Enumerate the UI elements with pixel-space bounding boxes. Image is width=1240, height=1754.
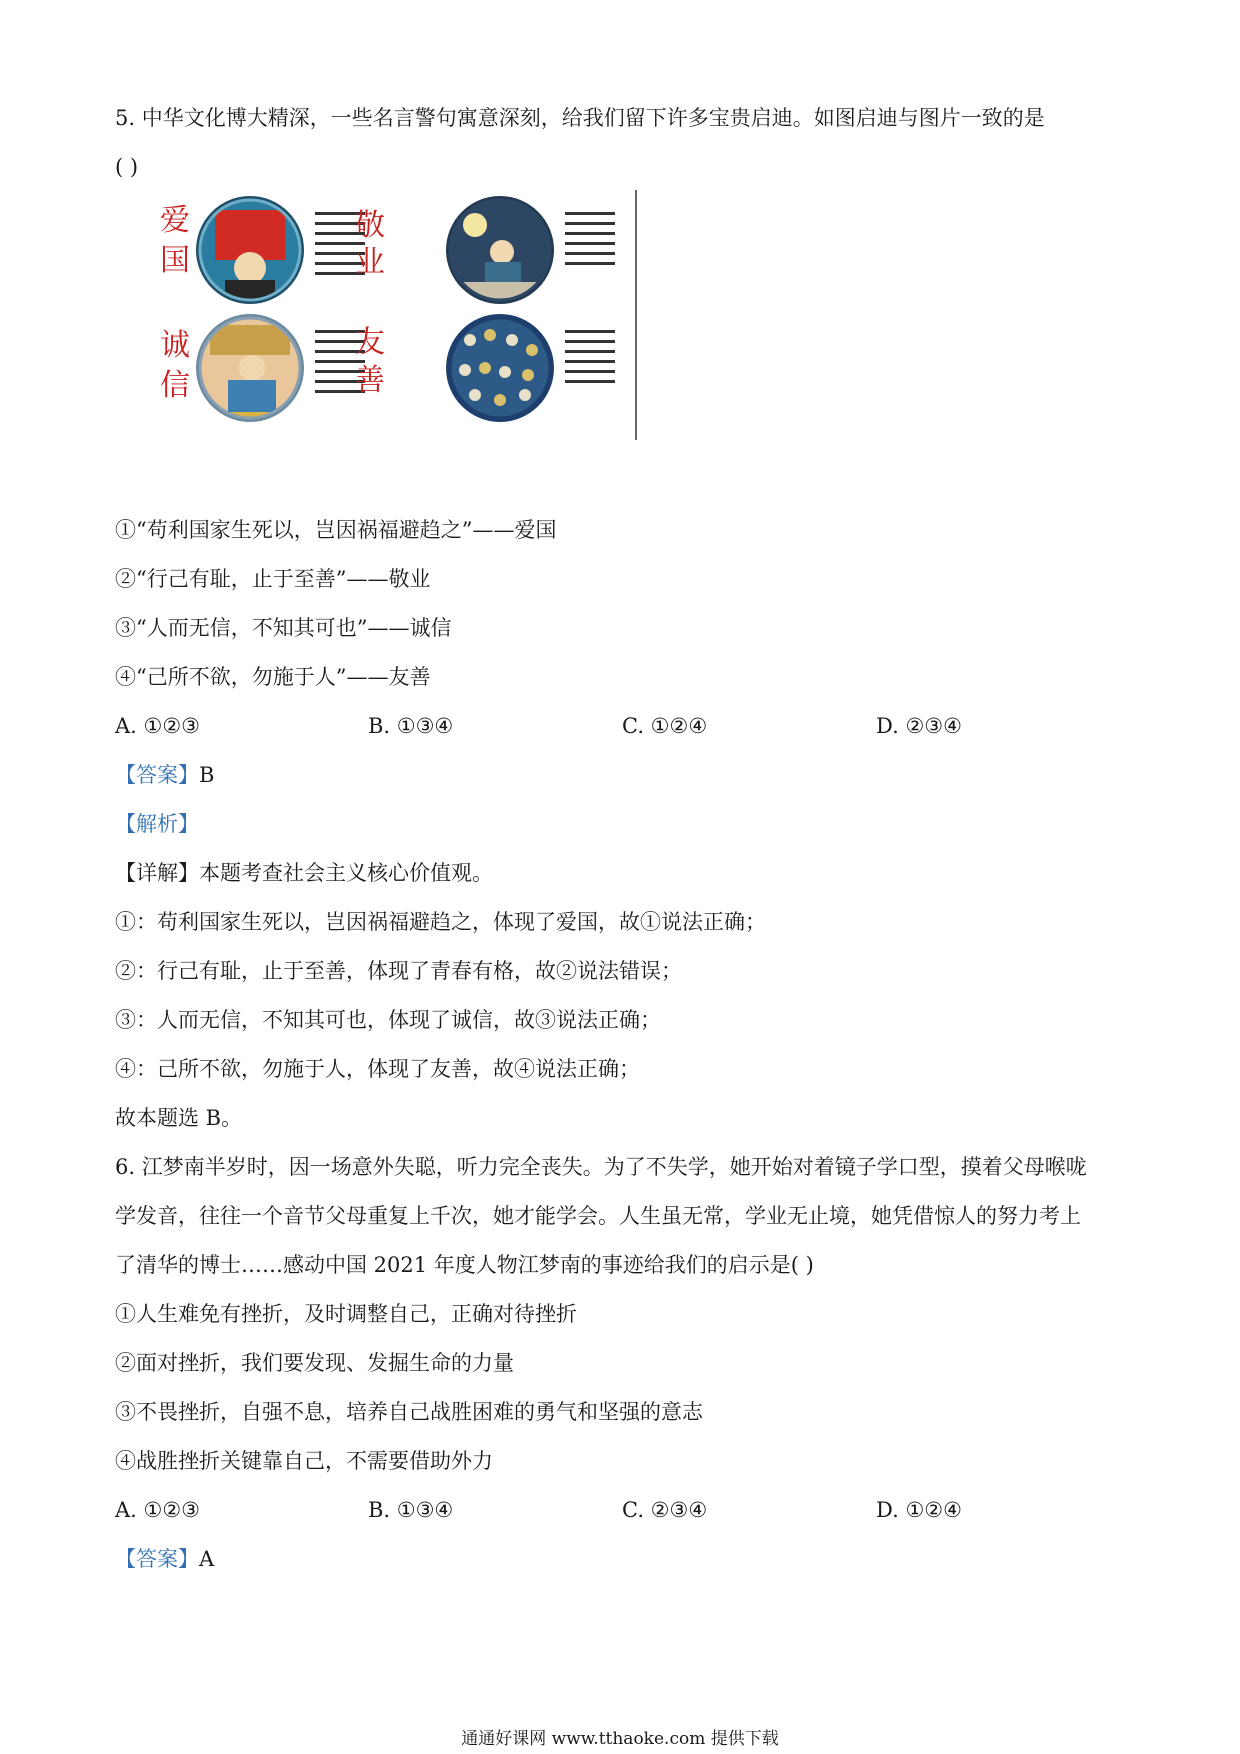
figure-caption-friendliness [565, 330, 615, 383]
figure-label-friendliness: 友 [355, 325, 385, 360]
q5-stem-bracket: ( ) [115, 155, 139, 179]
figure-panel-patriotism [160, 196, 365, 310]
q5-conclusion: 故本题选 B。 [115, 1106, 243, 1130]
q5-statement-4: ④“己所不欲，勿施于人”——友善 [115, 665, 431, 689]
figure-label-integrity: 诚 [160, 328, 190, 363]
q6-stem-2: 学发音，往往一个音节父母重复上千次，她才能学会。人生虽无常，学业无止境，她凭借惊人的努力考上 [115, 1204, 1081, 1228]
q5-explanation-3: ③：人而无信，不知其可也，体现了诚信，故③说法正确； [115, 1008, 661, 1032]
q5-detail-tag: 【详解】 [115, 861, 199, 885]
q5-option-c: C. ①②④ [622, 714, 708, 738]
q6-option-c: C. ②③④ [622, 1498, 708, 1522]
q6-option-d: D. ①②④ [876, 1498, 962, 1522]
q5-statement-3: ③“人而无信，不知其可也”——诚信 [115, 616, 452, 640]
q5-statement-1: ①“苟利国家生死以，岂因祸福避趋之”——爱国 [115, 518, 557, 542]
q5-explanation-4: ④：己所不欲，勿施于人，体现了友善，故④说法正确； [115, 1057, 640, 1081]
q5-figure [140, 190, 640, 440]
figure-caption-dedication [565, 212, 615, 265]
figure-panel-dedication [355, 196, 615, 308]
q5-answer [115, 760, 214, 790]
q6-option-b: B. ①③④ [368, 1498, 454, 1522]
page-footer: 通通好课网 www.tthaoke.com 提供下载 [461, 1729, 779, 1749]
q5-option-d: D. ②③④ [876, 714, 962, 738]
q5-detail-intro: 本题考查社会主义核心价值观。 [199, 861, 493, 885]
q6-stem-3: 了清华的博士……感动中国 2021 年度人物江梦南的事迹给我们的启示是( ) [115, 1253, 814, 1277]
q5-explanation-2: ②：行己有耻，止于至善，体现了青春有格，故②说法错误； [115, 959, 682, 983]
q5-option-b: B. ①③④ [368, 714, 454, 738]
q5-analysis-tag: 【解析】 [115, 812, 199, 836]
figure-label-dedication-2: 业 [355, 245, 385, 280]
q6-answer-tag: 【答案】 [115, 1547, 199, 1571]
q5-answer-tag: 【答案】 [115, 763, 199, 787]
figure-label-friendliness-2: 善 [355, 363, 385, 398]
q5-option-a: A. ①②③ [115, 714, 200, 738]
q6-stem-1: 6. 江梦南半岁时，因一场意外失聪，听力完全丧失。为了不失学，她开始对着镜子学口型，摸着父母喉咙 [115, 1155, 1087, 1179]
q6-answer [115, 1544, 214, 1574]
q6-statement-4: ④战胜挫折关键靠自己，不需要借助外力 [115, 1449, 493, 1473]
figure-panel-integrity [160, 314, 365, 426]
figure-panel-friendliness [355, 314, 615, 426]
q6-statement-1: ①人生难免有挫折，及时调整自己，正确对待挫折 [115, 1302, 577, 1326]
q5-stem: 5. 中华文化博大精深，一些名言警句寓意深刻，给我们留下许多宝贵启迪。如图启迪与图片一致的是 [115, 106, 1045, 130]
q5-answer-value: B [199, 763, 215, 787]
figure-label-integrity-2: 信 [160, 368, 190, 403]
q6-answer-value: A [199, 1547, 215, 1571]
q6-statement-3: ③不畏挫折，自强不息，培养自己战胜困难的勇气和坚强的意志 [115, 1400, 703, 1424]
q5-analysis [115, 809, 199, 839]
q5-statement-2: ②“行己有耻，止于至善”——敬业 [115, 567, 431, 591]
figure-label-patriotism-2: 国 [160, 243, 190, 278]
q5-detail [115, 858, 493, 888]
figure-label-dedication: 敬 [355, 208, 385, 243]
figure-label-patriotism: 爱 [160, 203, 190, 238]
q6-option-a: A. ①②③ [115, 1498, 200, 1522]
q5-explanation-1: ①：苟利国家生死以，岂因祸福避趋之，体现了爱国，故①说法正确； [115, 910, 766, 934]
q6-statement-2: ②面对挫折，我们要发现、发掘生命的力量 [115, 1351, 514, 1375]
